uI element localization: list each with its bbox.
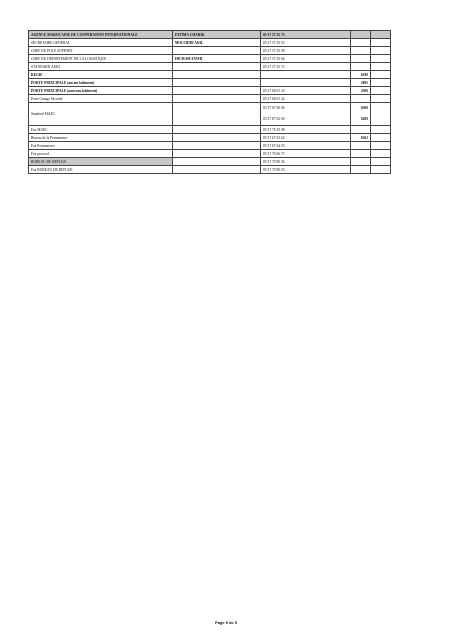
entry-person-cell: MOUJIDDI ADIL <box>173 39 261 47</box>
entry-ext-cell: 6362 <box>351 134 371 142</box>
entry-blank-cell <box>371 31 391 39</box>
entry-blank-cell <box>371 47 391 55</box>
entry-blank-cell <box>371 95 391 103</box>
directory-row <box>29 79 391 87</box>
entry-person-cell <box>173 47 261 55</box>
entry-phone-cell: 05 37 57 35 03 <box>261 39 351 47</box>
entry-blank-cell <box>371 71 391 79</box>
entry-blank-cell <box>371 142 391 150</box>
entry-name-cell: PORTE PRINCIPALE (nouveau bâtiment) <box>29 87 173 95</box>
entry-blank-cell <box>371 87 391 95</box>
entry-blank-cell <box>371 79 391 87</box>
entry-ext-cell <box>351 103 371 126</box>
entry-ext-cell <box>351 158 371 166</box>
entry-name-cell: PORTE PRINCIPALE (ancien bâtiment) <box>29 79 173 87</box>
directory-row <box>29 103 391 126</box>
entry-phone-cell: 05 37 57 25 73 <box>261 31 351 39</box>
entry-name-cell: Porte Garage Sécurité <box>29 95 173 103</box>
entry-person-cell <box>173 87 261 95</box>
entry-ext-cell <box>351 47 371 55</box>
entry-phone-cell: 05 37 67 64 03 <box>261 142 351 150</box>
entry-blank-cell <box>371 63 391 71</box>
entry-name-cell: BUREAU DE REFUGE <box>29 158 173 166</box>
entry-name-cell: CHEF DU POLE SUPPORT <box>29 47 173 55</box>
entry-phone-cell: 05 37 57 35 08 <box>261 47 351 55</box>
directory-row <box>29 55 391 63</box>
entry-person-cell <box>173 79 261 87</box>
phone-directory-table <box>28 30 391 174</box>
directory-row <box>29 63 391 71</box>
entry-ext-cell <box>351 39 371 47</box>
entry-person-cell: HICHAM FATHI <box>173 55 261 63</box>
entry-ext-cell: 6290 <box>351 71 371 79</box>
entry-phone-cell: 05 37 70 90 03 <box>261 166 351 174</box>
entry-ext-cell <box>351 55 371 63</box>
entry-ext-cell <box>351 126 371 134</box>
extension-number: 6200 <box>360 117 368 121</box>
entry-ext-cell <box>351 142 371 150</box>
entry-phone-cell: 05 37 76 55 08 <box>261 126 351 134</box>
entry-blank-cell <box>371 158 391 166</box>
entry-phone-cell: 05 37 70 90 94 <box>261 158 351 166</box>
directory-row <box>29 87 391 95</box>
entry-blank-cell <box>371 55 391 63</box>
entry-person-cell <box>173 63 261 71</box>
entry-person-cell <box>173 150 261 158</box>
entry-ext-cell <box>351 166 371 174</box>
entry-name-cell: Standard MAEC <box>29 103 173 126</box>
phone-number: 05 37 67 62 00 <box>263 117 285 121</box>
entry-person-cell <box>173 95 261 103</box>
directory-row <box>29 95 391 103</box>
entry-name-cell: Bureau de la Permanence <box>29 134 173 142</box>
extension-number: 6300 <box>360 106 368 110</box>
directory-row <box>29 71 391 79</box>
entry-ext-cell <box>351 95 371 103</box>
directory-row <box>29 47 391 55</box>
directory-row <box>29 150 391 158</box>
entry-ext-cell: 2506 <box>351 87 371 95</box>
entry-person-cell <box>173 166 261 174</box>
entry-blank-cell <box>371 39 391 47</box>
entry-name-cell: Fax protocol <box>29 150 173 158</box>
entry-phone-cell: 05 37 76 06 57 <box>261 150 351 158</box>
directory-row <box>29 158 391 166</box>
entry-phone-cell <box>261 79 351 87</box>
phone-number: 05 37 67 60 00 <box>263 106 285 110</box>
entry-ext-cell <box>351 63 371 71</box>
entry-name-cell: CHEF DU DEPARTEMENT DE LA LOGISTIQUE <box>29 55 173 63</box>
entry-phone-cell: 05 37 66 01 23 <box>261 87 351 95</box>
entry-blank-cell <box>371 166 391 174</box>
entry-person-cell <box>173 158 261 166</box>
entry-phone-cell: 05 37 66 01 22 <box>261 95 351 103</box>
entry-blank-cell <box>371 134 391 142</box>
entry-ext-cell: 2695 <box>351 79 371 87</box>
entry-phone-cell: 05 37 57 25 73 <box>261 63 351 71</box>
entry-ext-cell <box>351 31 371 39</box>
phone-directory-body <box>29 31 391 174</box>
directory-row <box>29 39 391 47</box>
entry-person-cell <box>173 71 261 79</box>
directory-sheet <box>28 30 390 174</box>
entry-blank-cell <box>371 126 391 134</box>
directory-row <box>29 166 391 174</box>
directory-row <box>29 142 391 150</box>
page-footer: Page 5 de 5 <box>214 620 237 625</box>
entry-blank-cell <box>371 150 391 158</box>
entry-person-cell <box>173 142 261 150</box>
entry-name-cell: Fax BUREAU DE REFUGE <box>29 166 173 174</box>
entry-name-cell: Fax Permanence <box>29 142 173 150</box>
entry-person-cell: FATIMA CHARIK <box>173 31 261 39</box>
entry-name-cell: STANDARD AMCI <box>29 63 173 71</box>
entry-name-cell: AGENCE MAROCAINE DE COOPERATION INTERNATIONALE <box>29 31 173 39</box>
entry-phone-cell <box>261 71 351 79</box>
directory-row <box>29 31 391 39</box>
entry-phone-cell <box>261 103 351 126</box>
entry-phone-cell: 05 37 67 63 62 <box>261 134 351 142</box>
entry-ext-cell <box>351 150 371 158</box>
entry-person-cell <box>173 126 261 134</box>
entry-name-cell: REGIE <box>29 71 173 79</box>
entry-name-cell: SECRETAIRE GENERAL <box>29 39 173 47</box>
entry-blank-cell <box>371 103 391 126</box>
entry-name-cell: Fax MAEC <box>29 126 173 134</box>
entry-phone-cell: 05 37 57 35 66 <box>261 55 351 63</box>
entry-person-cell <box>173 134 261 142</box>
directory-row <box>29 134 391 142</box>
directory-row <box>29 126 391 134</box>
entry-person-cell <box>173 103 261 126</box>
